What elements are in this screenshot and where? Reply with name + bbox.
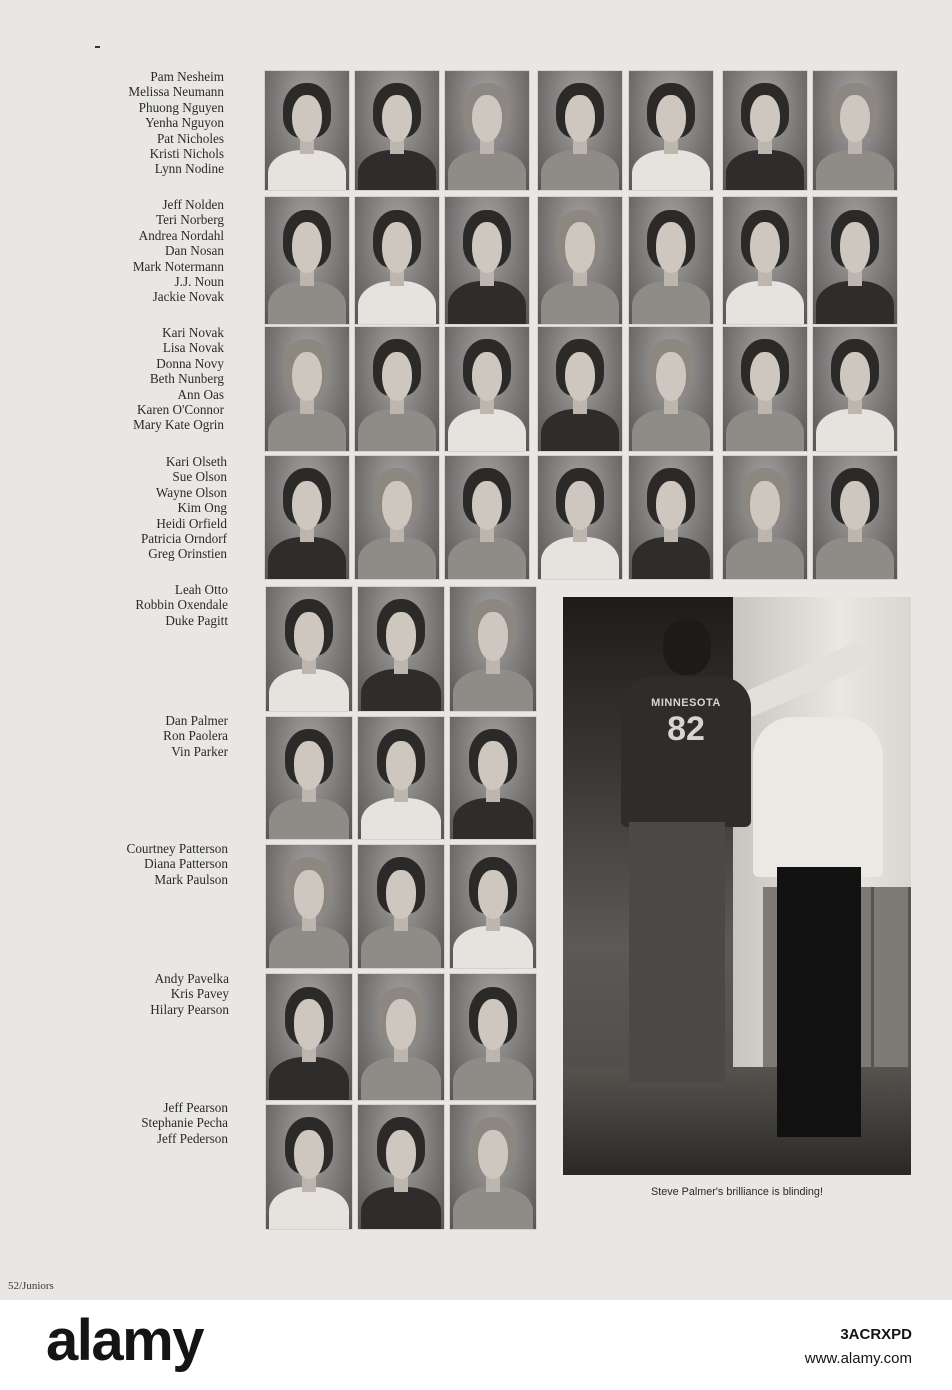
portrait-torso [632, 150, 709, 191]
portrait-face [294, 999, 325, 1049]
portrait-torso [358, 281, 435, 325]
portrait-torso [726, 150, 803, 191]
student-name: Karen O'Connor [137, 402, 224, 418]
student-name: Jeff Pearson [163, 1100, 228, 1115]
portrait-torso [268, 409, 345, 452]
portrait-torso [361, 669, 440, 712]
portrait-face [292, 222, 322, 273]
portrait-face [294, 870, 325, 919]
student-name: Lisa Novak [162, 340, 224, 356]
student-portrait [537, 455, 623, 580]
student-name: Patricia Orndorf [140, 531, 227, 547]
portrait-torso [816, 409, 893, 452]
student-portrait [537, 196, 623, 325]
student-name: Kristi Nichols [149, 146, 224, 162]
student-portrait [265, 586, 353, 712]
portrait-torso [448, 409, 525, 452]
portrait-torso [816, 537, 893, 580]
jersey-number: 82 [667, 710, 705, 748]
student-portrait [628, 326, 714, 452]
student-portrait [357, 716, 445, 840]
student-name: Wayne Olson [155, 484, 227, 500]
student-portrait [449, 844, 537, 969]
student-name: Dan Nosan [165, 243, 224, 259]
portrait-torso [453, 798, 532, 840]
portrait-torso [268, 537, 345, 580]
name-list [24, 325, 224, 433]
portrait-torso [632, 281, 709, 325]
student-portrait [449, 586, 537, 712]
portrait-face [292, 481, 322, 530]
jersey-print [621, 697, 751, 749]
student-name: Yenha Nguyon [145, 115, 224, 131]
portrait-torso [358, 409, 435, 452]
student-name: Kris Pavey [170, 986, 229, 1002]
student-name: Pat Nicholes [156, 130, 224, 146]
student-portrait [444, 70, 530, 191]
student-name: Heidi Orfield [156, 515, 227, 531]
portrait-torso [541, 537, 618, 580]
student-portrait [537, 70, 623, 191]
portrait-face [565, 481, 595, 530]
name-list [24, 69, 224, 177]
student-portrait [357, 1104, 445, 1230]
student-name: Mark Notermann [132, 258, 224, 274]
portrait-torso [541, 281, 618, 325]
student-portrait [354, 326, 440, 452]
name-list [24, 197, 224, 305]
page-mark [95, 46, 100, 48]
portrait-torso [726, 281, 803, 325]
portrait-face [386, 999, 417, 1049]
student-portrait [812, 196, 898, 325]
student-name: Hilary Pearson [150, 1001, 229, 1017]
student-name: Kim Ong [177, 500, 227, 516]
portrait-torso [358, 150, 435, 191]
portrait-torso [816, 281, 893, 325]
portrait-torso [361, 798, 440, 840]
name-list [28, 1100, 228, 1146]
portrait-torso [816, 150, 893, 191]
student-name: Robbin Oxendale [135, 597, 228, 613]
page-folio: 52/Juniors [8, 1280, 54, 1292]
student-name: Mark Paulson [154, 871, 228, 887]
student-name: Mary Kate Ogrin [133, 417, 224, 433]
student-name: Lynn Nodine [154, 161, 224, 177]
student-portrait [628, 196, 714, 325]
student-name: Jeff Pederson [156, 1130, 228, 1146]
portrait-torso [268, 150, 345, 191]
portrait-torso [448, 537, 525, 580]
portrait-torso [358, 537, 435, 580]
name-list [28, 841, 228, 887]
portrait-face [750, 481, 780, 530]
portrait-torso [632, 409, 709, 452]
student-portrait [537, 326, 623, 452]
student-portrait [354, 70, 440, 191]
candid-figure-jeans [629, 822, 725, 1082]
portrait-face [472, 481, 502, 530]
student-portrait [812, 326, 898, 452]
student-name: Phuong Nguyen [138, 99, 224, 115]
portrait-torso [361, 1057, 440, 1101]
student-name: Sue Olson [172, 469, 227, 485]
portrait-torso [269, 1057, 348, 1101]
student-name: Melissa Neumann [128, 84, 224, 100]
portrait-face [472, 222, 502, 273]
student-portrait [722, 70, 808, 191]
student-name: Kari Olseth [165, 454, 227, 469]
student-portrait [265, 1104, 353, 1230]
student-portrait [444, 455, 530, 580]
name-list [28, 713, 228, 759]
student-name: Vin Parker [171, 743, 228, 759]
student-portrait [357, 586, 445, 712]
image-id: 3ACRXPD [840, 1326, 912, 1343]
portrait-face [840, 481, 870, 530]
student-portrait [449, 1104, 537, 1230]
portrait-face [750, 222, 780, 273]
portrait-torso [269, 798, 348, 840]
site-url: www.alamy.com [804, 1350, 912, 1367]
portrait-torso [269, 1187, 348, 1230]
portrait-torso [453, 926, 532, 969]
student-portrait [264, 326, 350, 452]
student-name: Beth Nunberg [149, 371, 224, 387]
student-portrait [812, 455, 898, 580]
portrait-torso [632, 537, 709, 580]
student-name: Ann Oas [177, 386, 224, 402]
student-portrait [264, 70, 350, 191]
student-portrait [354, 455, 440, 580]
student-name: Jeff Nolden [162, 197, 224, 212]
portrait-torso [726, 409, 803, 452]
portrait-face [565, 222, 595, 273]
student-name: Jackie Novak [152, 289, 224, 305]
student-portrait [812, 70, 898, 191]
portrait-face [656, 222, 686, 273]
portrait-face [478, 999, 509, 1049]
portrait-torso [448, 150, 525, 191]
portrait-face [382, 481, 412, 530]
student-name: Kari Novak [162, 325, 224, 340]
student-portrait [265, 844, 353, 969]
student-portrait [444, 326, 530, 452]
portrait-face [382, 222, 412, 273]
portrait-face [656, 481, 686, 530]
student-name: Duke Pagitt [165, 612, 228, 628]
student-portrait [722, 455, 808, 580]
student-portrait [628, 70, 714, 191]
candid-figure-head [663, 619, 711, 675]
candid-figure-white-shirt [753, 717, 883, 877]
portrait-torso [361, 1187, 440, 1230]
portrait-torso [541, 409, 618, 452]
student-portrait [449, 716, 537, 840]
portrait-torso [269, 926, 348, 969]
student-portrait [264, 455, 350, 580]
portrait-torso [361, 926, 440, 969]
student-portrait [444, 196, 530, 325]
portrait-torso [453, 1187, 532, 1230]
student-name: Leah Otto [174, 582, 228, 597]
student-portrait [357, 844, 445, 969]
student-name: Stephanie Pecha [141, 1115, 228, 1131]
portrait-face [840, 222, 870, 273]
portrait-face [478, 870, 509, 919]
student-name: Teri Norberg [155, 212, 224, 228]
student-name: Diana Patterson [144, 856, 228, 872]
portrait-torso [268, 281, 345, 325]
student-name: Dan Palmer [165, 713, 228, 728]
jersey-word: MINNESOTA [651, 697, 721, 709]
student-portrait [354, 196, 440, 325]
student-name: Donna Novy [156, 355, 224, 371]
portrait-torso [453, 1057, 532, 1101]
candid-caption: Steve Palmer's brilliance is blinding! [651, 1186, 823, 1198]
alamy-logo: alamy [46, 1308, 203, 1373]
name-list [28, 582, 228, 628]
name-list [27, 454, 227, 562]
student-portrait [357, 973, 445, 1101]
student-portrait [628, 455, 714, 580]
portrait-torso [453, 669, 532, 712]
portrait-torso [726, 537, 803, 580]
student-name: Pam Nesheim [150, 69, 224, 84]
portrait-face [386, 870, 417, 919]
name-list [29, 971, 229, 1017]
student-portrait [722, 326, 808, 452]
student-name: Courtney Patterson [126, 841, 228, 856]
portrait-torso [269, 669, 348, 712]
student-name: J.J. Noun [174, 274, 224, 290]
candid-photo [563, 597, 911, 1175]
student-portrait [265, 973, 353, 1101]
student-portrait [264, 196, 350, 325]
student-name: Greg Orinstien [148, 546, 227, 562]
student-name: Andrea Nordahl [138, 227, 224, 243]
student-portrait [449, 973, 537, 1101]
student-name: Andy Pavelka [154, 971, 229, 986]
portrait-torso [448, 281, 525, 325]
student-name: Ron Paolera [163, 728, 228, 744]
student-portrait [722, 196, 808, 325]
portrait-torso [541, 150, 618, 191]
candid-figure-legs [777, 867, 861, 1137]
student-portrait [265, 716, 353, 840]
